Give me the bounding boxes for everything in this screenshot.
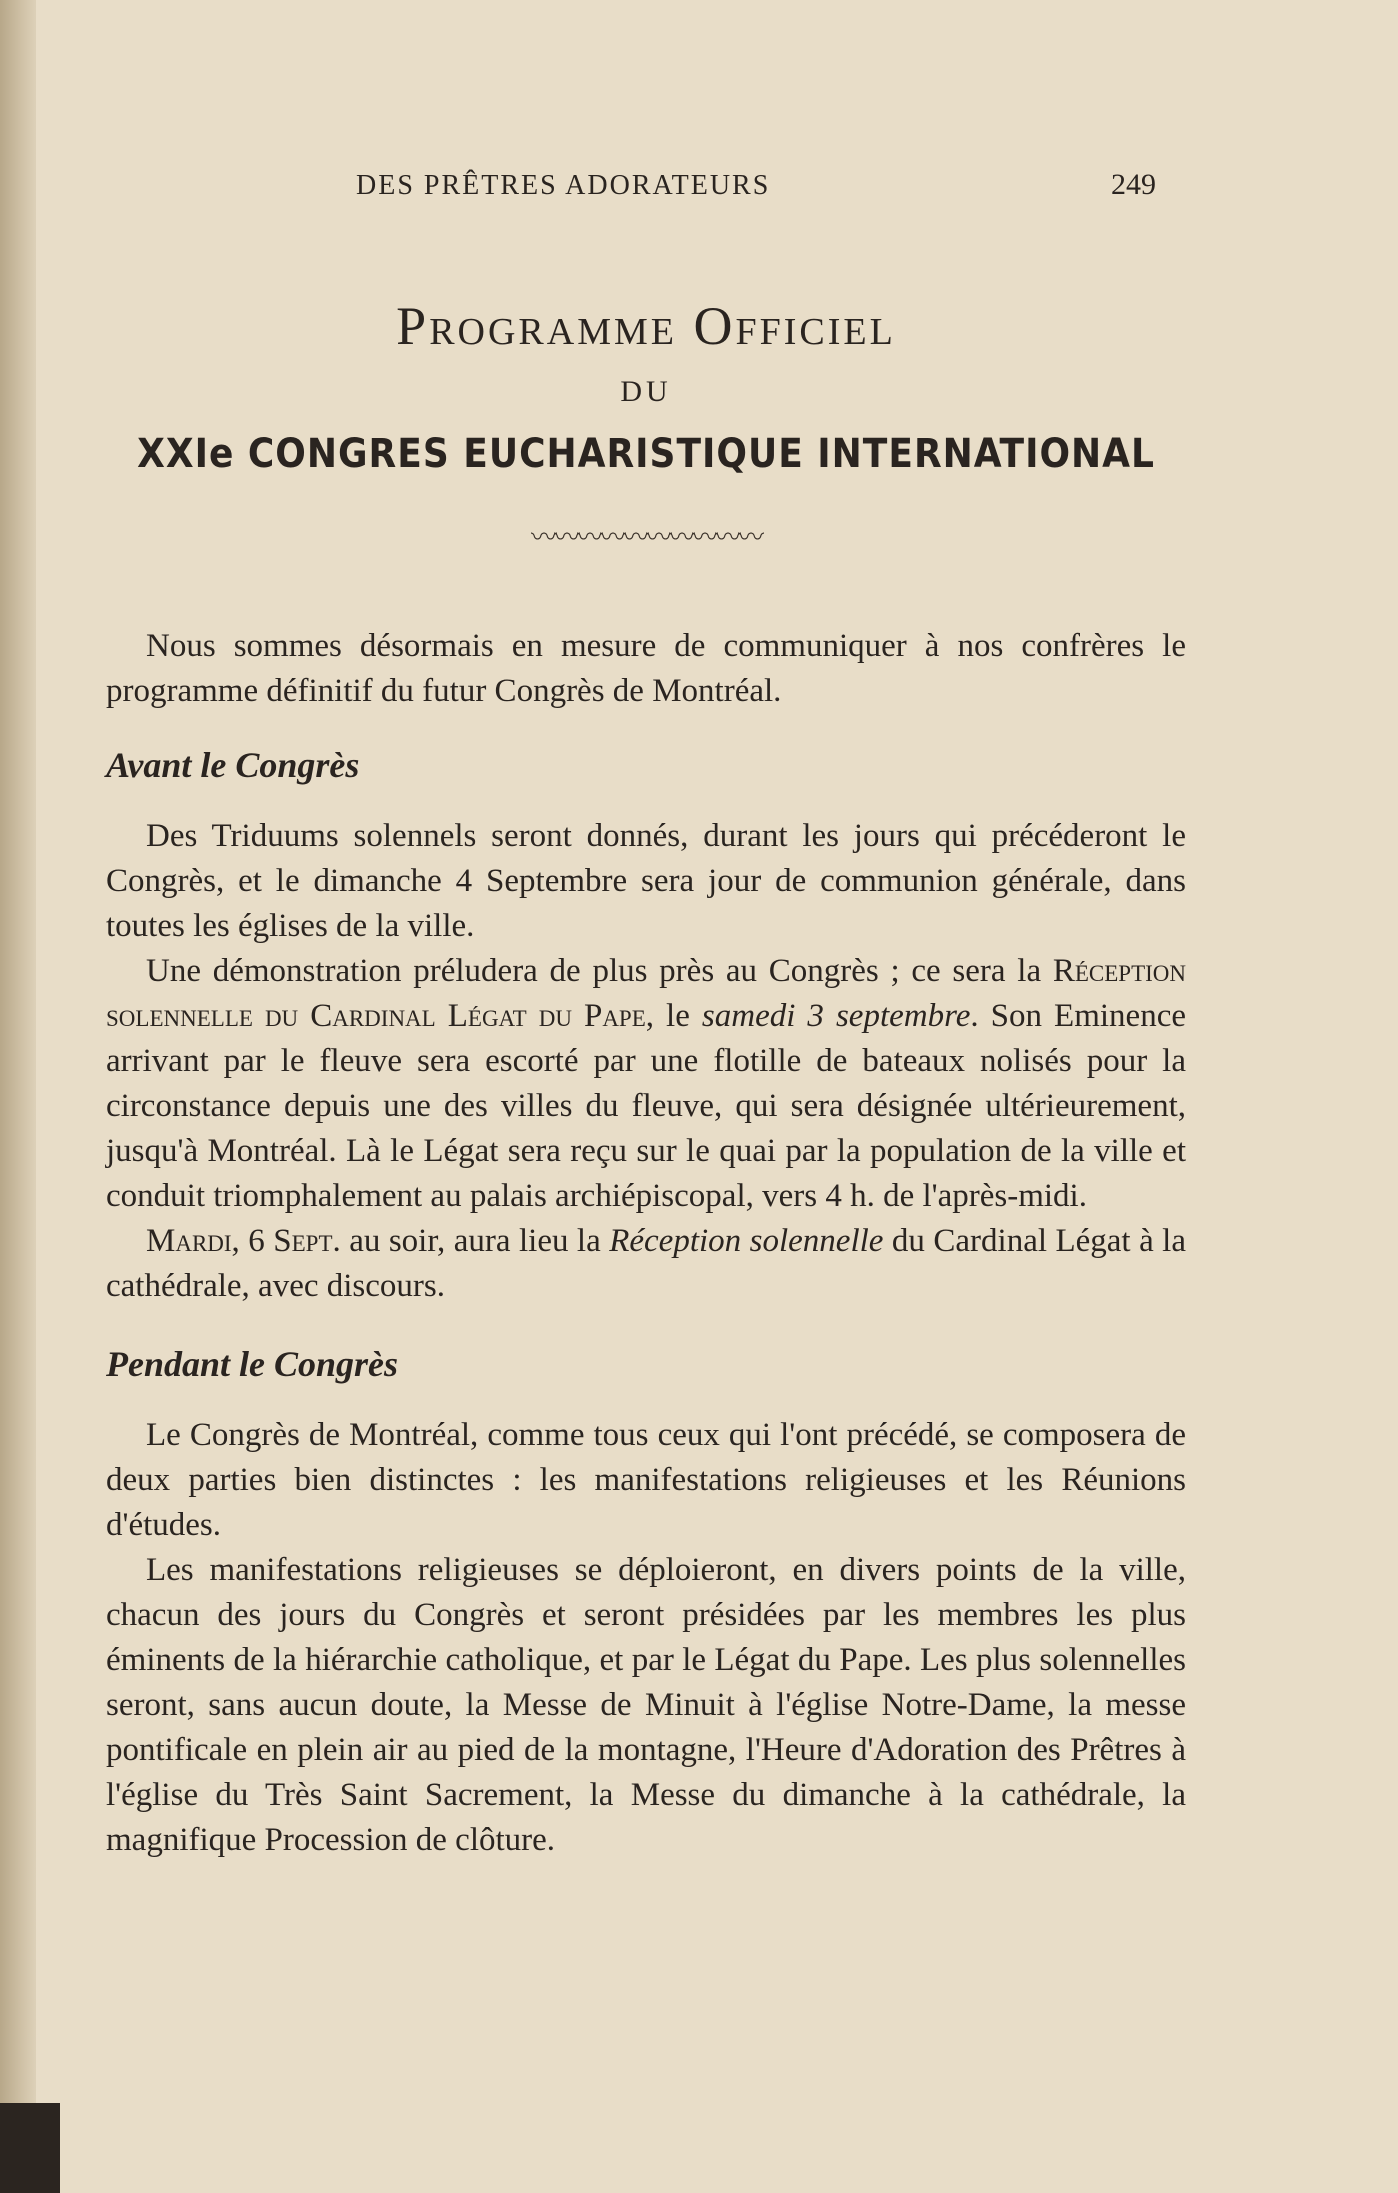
paragraph-mardi: [106, 1219, 1186, 1309]
text-span: au soir, aura lieu la: [340, 1223, 610, 1259]
page-number: 249: [1111, 168, 1156, 201]
congres-title: XXIe CONGRES EUCHARISTIQUE INTERNATIONAL: [137, 431, 1155, 477]
text-span: . Son Eminence arrivant par le fleuve sera escorté par une flotille de bateaux nolisés pour la circonstance depuis une des villes du fleuve, qui sera désignée ultérieurement, jusqu'à Montréal. Là le Légat sera reçu sur le quai par la population de la ville et conduit triomphalement au palais archiépiscopal, vers 4 h. de l'après-midi.: [106, 998, 1186, 1214]
paragraph-triduums: Des Triduums solennels seront donnés, durant les jours qui précéderont le Congrès, et le dimanche 4 Septembre sera jour de communion générale, dans toutes les églises de la ville.: [106, 818, 1186, 944]
text-span: , le: [645, 998, 702, 1034]
page-edge-shadow: [0, 2103, 60, 2193]
programme-title: Programme Officiel: [396, 296, 896, 356]
running-head: [106, 150, 1186, 200]
small-caps-span: Réception solennelle du Cardinal Légat du Pape: [106, 953, 1186, 1034]
paragraph-composition: Le Congrès de Montréal, comme tous ceux qui l'ont précédé, se composera de deux parties bien distinctes : les manifestations religieuses et les Réunions d'études.: [106, 1417, 1186, 1543]
paragraph-manifestations: Les manifestations religieuses se déploieront, en divers points de la ville, chacun des jours du Congrès et seront présidées par les membres les plus éminents de la hiérarchie catholique, et par le Légat du Pape. Les plus solennelles seront, sans aucun doute, la Messe de Minuit à l'église Notre-Dame, la messe pontificale en plein air au pied de la montagne, l'Heure d'Adoration des Prêtres à l'église du Très Saint Sacrement, la Messe du dimanche à la cathédrale, la magnifique Procession de clôture.: [106, 1552, 1186, 1858]
section-title-pendant: Pendant le Congrès: [106, 1344, 399, 1384]
page-content: [106, 150, 1186, 1863]
intro-paragraph: Nous sommes désormais en mesure de communiquer à nos confrères le programme définitif du futur Congrès de Montréal.: [106, 628, 1186, 709]
section-title-avant: Avant le Congrès: [106, 745, 360, 785]
paragraph-demonstration: [106, 949, 1186, 1219]
wavy-ornament: 〰〰〰〰〰〰〰〰〰〰: [530, 523, 761, 552]
italic-span: Réception solennelle: [609, 1223, 884, 1259]
italic-span: samedi 3 septembre: [701, 998, 971, 1034]
running-title: DES PRÊTRES ADORATEURS: [356, 170, 771, 201]
text-span: Une démonstration préludera de plus près au Congrès ; ce sera la: [146, 953, 1053, 989]
small-caps-span: Mardi, 6 Sept.: [146, 1223, 341, 1259]
text-span: du Cardinal Légat à la cathédrale, avec discours.: [106, 1223, 1186, 1304]
title-du: DU: [620, 375, 672, 408]
book-gutter: [0, 0, 36, 2193]
